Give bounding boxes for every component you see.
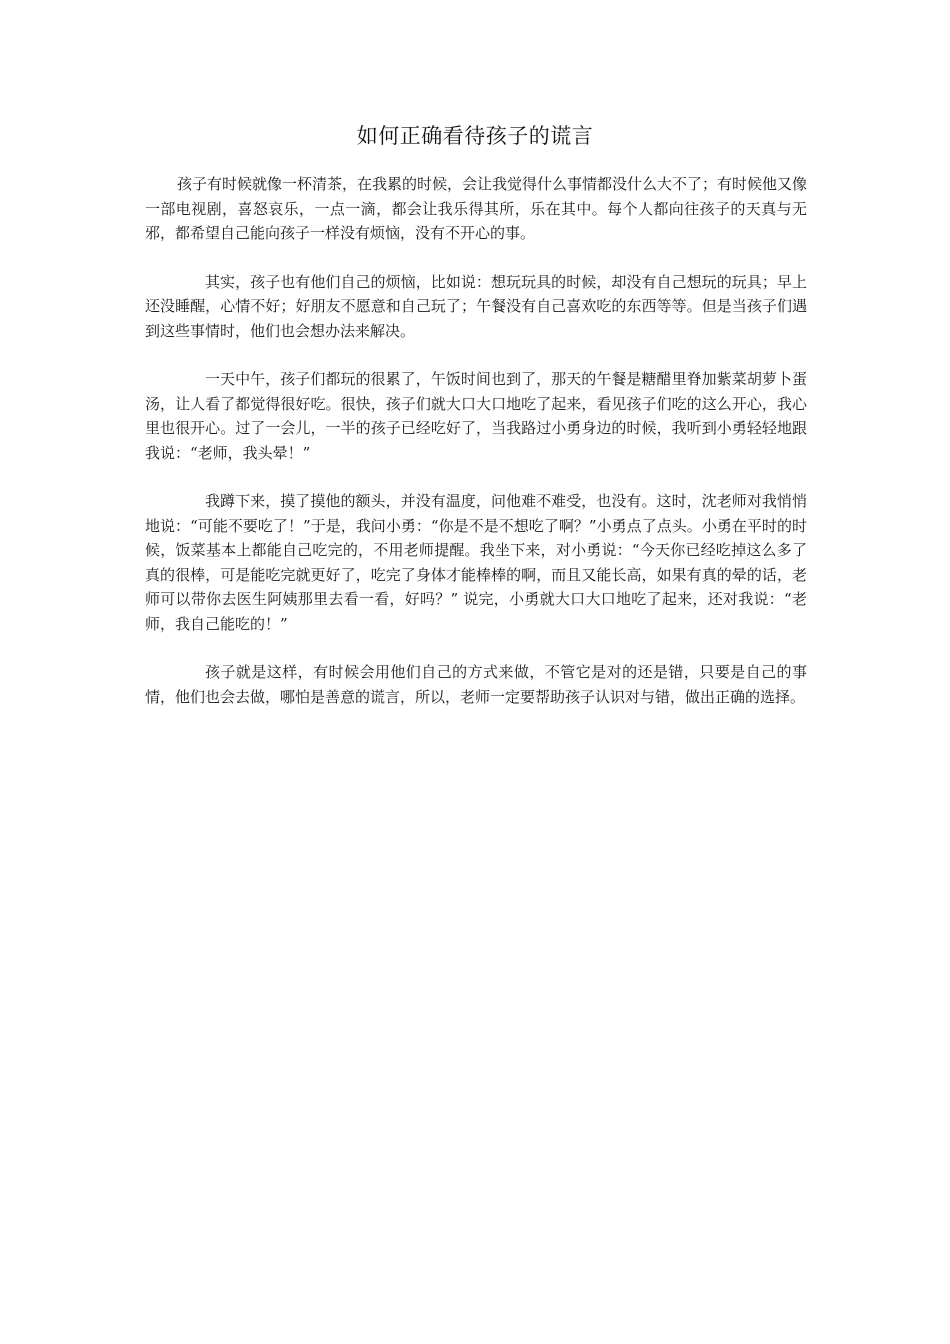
paragraph-5: 孩子就是这样，有时候会用他们自己的方式来做，不管它是对的还是错，只要是自己的事情，他们也会去做，哪怕是善意的谎言，所以，老师一定要帮助孩子认识对与错，做出正确的选择。 xyxy=(145,663,807,706)
paragraph-2: 其实，孩子也有他们自己的烦恼，比如说：想玩玩具的时候，却没有自己想玩的玩具；早上还没睡醒，心情不好；好朋友不愿意和自己玩了；午餐没有自己喜欢吃的东西等等。但是当孩子们遇到这些事情时，他们也会想办法来解决。 xyxy=(145,272,807,340)
document-body xyxy=(145,172,807,733)
paragraph-4: 我蹲下来，摸了摸他的额头，并没有温度，问他难不难受，也没有。这时，沈老师对我悄悄地说：“可能不要吃了！”于是，我问小勇：“你是不是不想吃了啊？”小勇点了点头。小勇在平时的时候，饭菜基本上都能自己吃完的，不用老师提醒。我坐下来，对小勇说：“今天你已经吃掉这么多了真的很棒，可是能吃完就更好了，吃完了身体才能棒棒的啊，而且又能长高，如果有真的晕的话，老师可以带你去医生阿姨那里去看一看，好吗？” 说完，小勇就大口大口地吃了起来，还对我说：“老师，我自己能吃的！” xyxy=(145,492,807,633)
document-title: 如何正确看待孩子的谎言 xyxy=(356,124,594,148)
paragraph-1: 孩子有时候就像一杯清茶，在我累的时候，会让我觉得什么事情都没什么大不了；有时候他又像一部电视剧，喜怒哀乐，一点一滴，都会让我乐得其所，乐在其中。每个人都向往孩子的天真与无邪，都希望自己能向孩子一样没有烦恼，没有不开心的事。 xyxy=(145,175,808,242)
paragraph-3: 一天中午，孩子们都玩的很累了，午饭时间也到了，那天的午餐是糖醋里脊加紫菜胡萝卜蛋汤，让人看了都觉得很好吃。很快，孩子们就大口大口地吃了起来，看见孩子们吃的这么开心，我心里也很开心。过了一会儿，一半的孩子已经吃好了，当我路过小勇身边的时候，我听到小勇轻轻地跟我说：“老师，我头晕！” xyxy=(145,370,807,462)
